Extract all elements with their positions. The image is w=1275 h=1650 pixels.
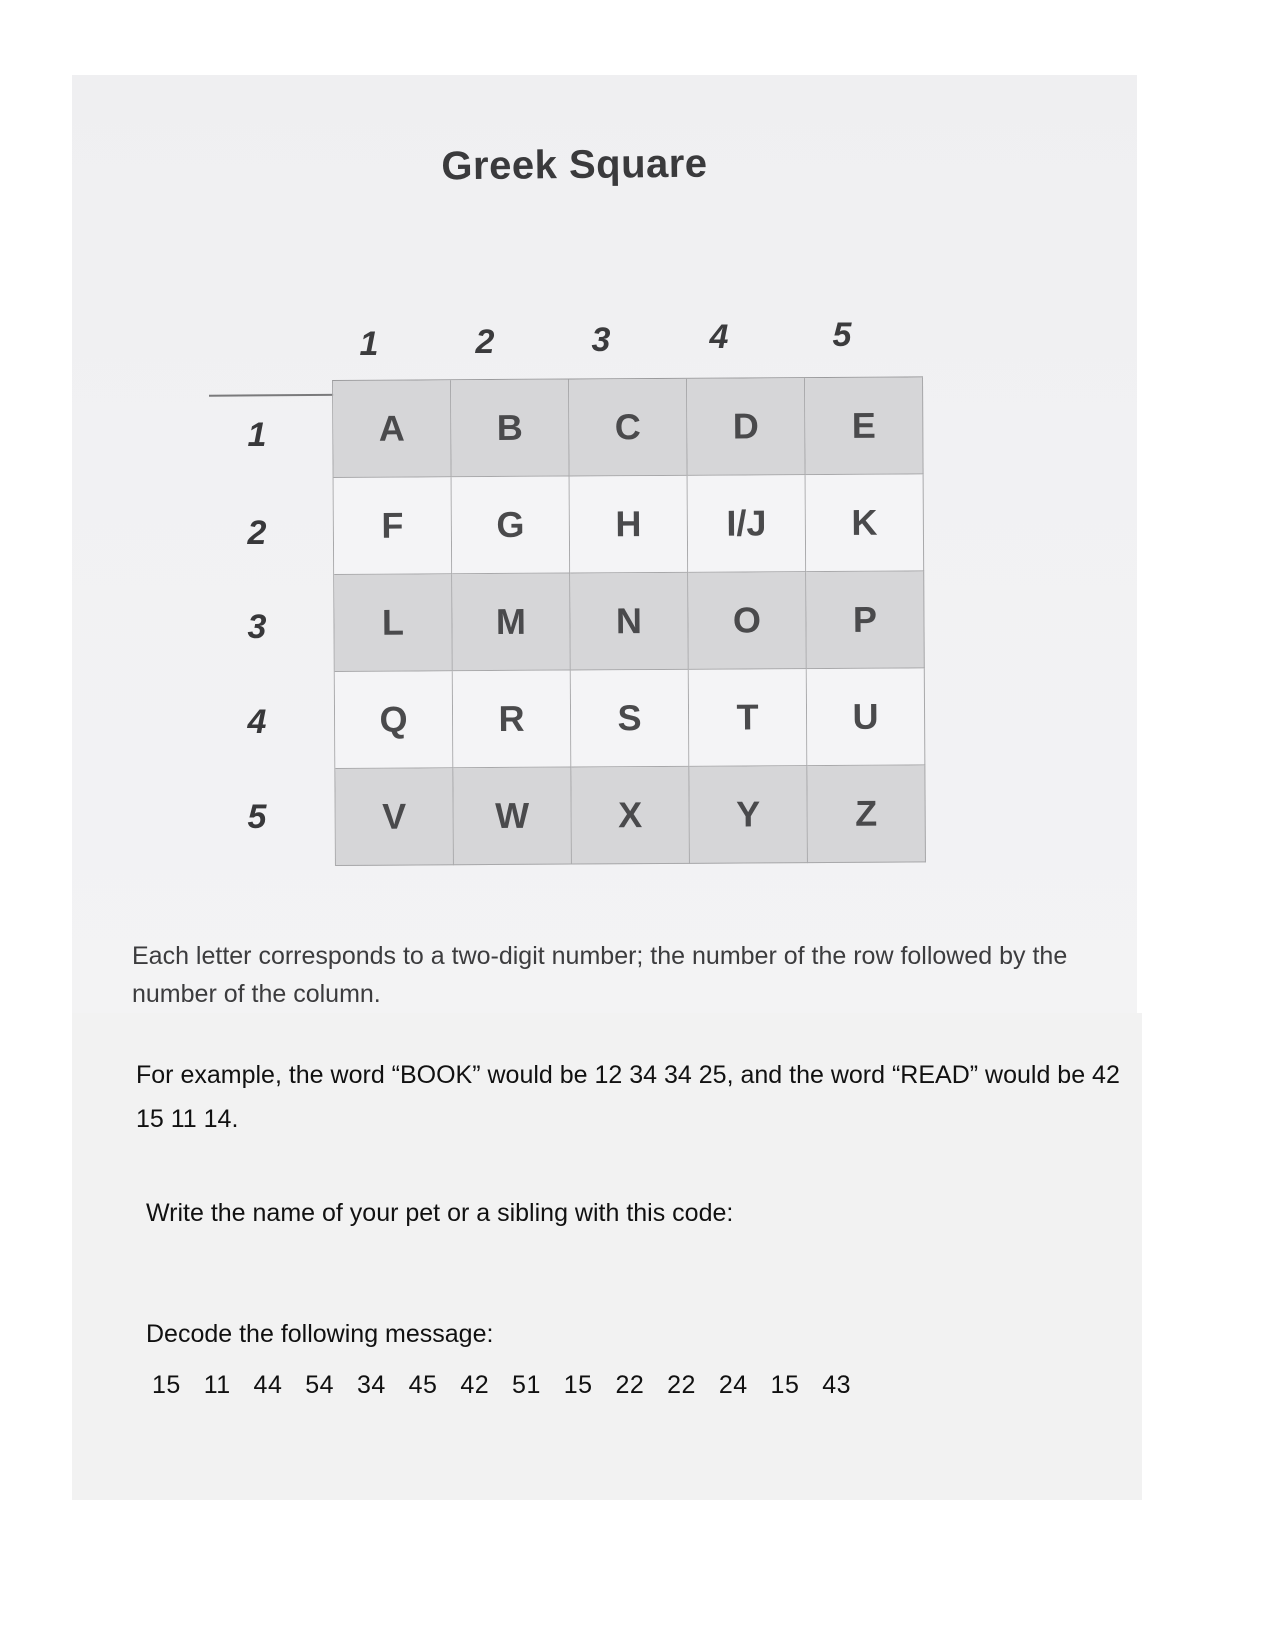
worksheet-photo <box>72 75 1137 1013</box>
grid-cell: N <box>570 573 689 671</box>
grid-cell: M <box>452 574 571 672</box>
column-header: 1 <box>359 325 379 363</box>
example-text: For example, the word “BOOK” would be 12 34 34 25, and the word “READ” would be 42 15 11 14. <box>136 1061 1120 1133</box>
grid-cell: Q <box>335 671 454 769</box>
grid-cell: F <box>334 477 453 575</box>
column-header: 4 <box>709 318 729 356</box>
row-header: 5 <box>247 798 267 836</box>
grid-cell: S <box>571 670 690 768</box>
instructions-panel <box>72 1013 1142 1500</box>
grid-cell: Y <box>689 766 808 864</box>
grid-cell: I/J <box>688 475 807 573</box>
grid-cell: R <box>453 671 572 769</box>
column-headers <box>72 316 1137 373</box>
row-header: 1 <box>247 416 267 454</box>
grid-cell: U <box>807 668 926 766</box>
grid-cell: Z <box>807 765 926 863</box>
greek-square-grid <box>332 376 926 866</box>
grid-cell: P <box>806 571 925 669</box>
grid-cell: X <box>571 767 690 865</box>
code-message: 15 11 44 54 34 45 42 51 15 22 22 24 15 43 <box>152 1371 852 1399</box>
grid-cell: G <box>452 477 571 575</box>
grid-cell: B <box>451 380 570 478</box>
grid-cell: D <box>687 378 806 476</box>
grid-cell: K <box>806 474 925 572</box>
decode-prompt: Decode the following message: <box>146 1320 494 1348</box>
grid-cell: A <box>333 380 452 478</box>
row-header: 2 <box>247 514 267 552</box>
column-header: 3 <box>591 321 611 359</box>
page-title: Greek Square <box>441 141 708 189</box>
grid-cell: H <box>570 476 689 574</box>
column-header: 5 <box>832 316 852 354</box>
grid-cell: T <box>689 669 808 767</box>
write-prompt: Write the name of your pet or a sibling with this code: <box>146 1199 734 1227</box>
row-headers <box>237 380 277 865</box>
grid-cell: W <box>453 768 572 866</box>
grid-cell: E <box>805 377 924 475</box>
row-header: 3 <box>247 608 267 646</box>
grid-cell: C <box>569 379 688 477</box>
grid-cell: O <box>688 572 807 670</box>
row-header: 4 <box>247 703 267 741</box>
column-header: 2 <box>475 323 495 361</box>
explanation-text: Each letter corresponds to a two-digit number; the number of the row followed by the number of the column. <box>132 942 1068 1008</box>
grid-cell: L <box>334 574 453 672</box>
grid-cell: V <box>335 768 454 866</box>
